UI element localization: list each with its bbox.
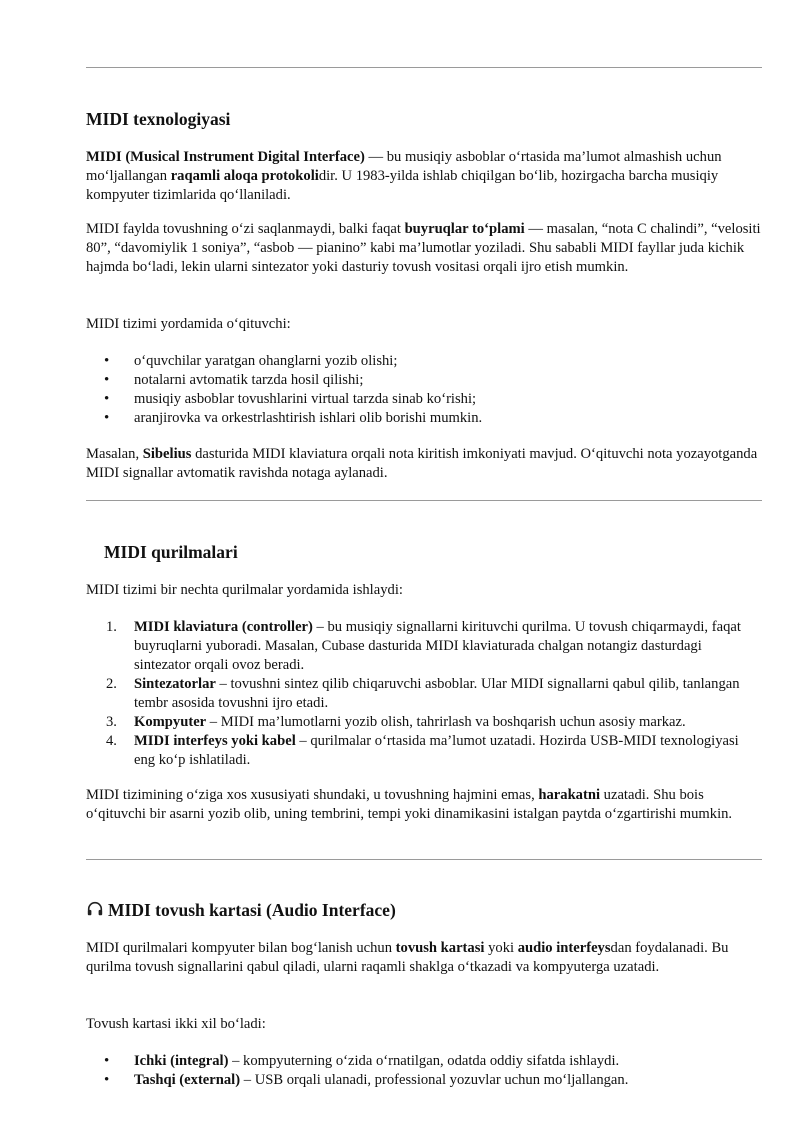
horizontal-rule [86, 67, 762, 68]
text-run: – bu musiqiy signallarni kirituvchi qurilma. U tovush chiqarmaydi, faqat buyruqlarni yuboradi. Masalan, Cubase dasturida MIDI klaviaturada chalgan notangiz dasturdagi sintezator orqali ovoz beradi. [134, 619, 741, 673]
list-item [86, 352, 762, 371]
text-run: – kompyuterning o‘zida o‘rnatilgan, odatda oddiy sifatda ishlaydi. [228, 1053, 620, 1069]
bullet-list [86, 1052, 762, 1090]
bold-text: tovush kartasi [395, 940, 485, 956]
text-run: Masalan, [86, 446, 143, 462]
bold-text: MIDI interfeys yoki kabel [134, 733, 296, 749]
bold-text: Tashqi (external) [134, 1072, 241, 1088]
paragraph [86, 786, 762, 824]
bold-text: Sibelius [142, 446, 192, 462]
list-item [86, 675, 762, 713]
numbered-list [86, 618, 762, 770]
bold-text: Kompyuter [134, 714, 207, 730]
text-run: Tovush kartasi ikki xil bo‘ladi: [86, 1016, 266, 1032]
list-item [86, 618, 762, 675]
text-run: dan foydalanadi. Bu qurilma tovush signallarini qabul qiladi, ularni raqamli shaklga o‘tkazadi va kompyuterga uzatadi. [86, 940, 729, 975]
bold-text: MIDI (Musical Instrument Digital Interface) [86, 149, 365, 165]
bold-text: Sintezatorlar [134, 676, 216, 692]
text-run: dasturida MIDI klaviatura orqali nota kiritish imkoniyati mavjud. O‘qituvchi nota yozayotganda MIDI signallar avtomatik ravishda notaga aylanadi. [86, 446, 758, 481]
horizontal-rule [86, 859, 762, 860]
bold-text: Ichki (integral) [134, 1053, 229, 1069]
section-heading [86, 899, 396, 921]
section-heading: MIDI texnologiyasi [86, 109, 231, 129]
section-heading-text: MIDI tovush kartasi (Audio Interface) [108, 900, 396, 920]
list-number: 1. [106, 619, 117, 635]
text-run: MIDI tizimi yordamida o‘qituvchi: [86, 316, 291, 332]
bold-text: buyruqlar to‘plami [404, 221, 525, 237]
text-run: — masalan, “nota C chalindi”, “velositi 80”, “davomiylik 1 soniya”, “asbob — pianino” kabi ma’lumotlar yoziladi. Shu sababli MIDI fayllar juda kichik hajmda bo‘ladi, lekin ularni sintezator yoki dasturiy tovush vositasi orqali ijro etish mumkin. [86, 221, 761, 275]
section-heading: MIDI qurilmalari [104, 542, 238, 562]
list-item [86, 390, 762, 409]
text-run: musiqiy asboblar tovushlarini virtual tarzda sinab ko‘rishi; [134, 391, 477, 407]
list-number: 2. [106, 676, 117, 692]
paragraph [86, 939, 762, 977]
text-run: uzatadi. Shu bois o‘qituvchi bir asarni yozib olib, uning tembrini, tempi yoki dinamikasini istalgan paytda o‘zgartirishi mumkin. [86, 787, 733, 822]
paragraph [86, 315, 762, 334]
bold-text: audio interfeys [517, 940, 611, 956]
list-number: 4. [106, 733, 117, 749]
text-run: MIDI tizimi bir nechta qurilmalar yordamida ishlaydi: [86, 582, 403, 598]
headphones-icon [86, 900, 104, 918]
list-item [86, 713, 762, 732]
list-number: 3. [106, 714, 117, 730]
bullet-list [86, 352, 762, 428]
bold-text: raqamli aloqa protokoli [170, 168, 319, 184]
text-run: – tovushni sintez qilib chiqaruvchi asboblar. Ular MIDI signallarni qabul qilib, tanlangan tembr asosida tovushni ijro etadi. [134, 676, 740, 711]
list-item [86, 371, 762, 390]
text-run: MIDI qurilmalari kompyuter bilan bog‘lanish uchun [86, 940, 396, 956]
paragraph [86, 220, 762, 277]
text-run: – USB orqali ulanadi, professional yozuvlar uchun mo‘ljallangan. [240, 1072, 629, 1088]
list-item [86, 1071, 762, 1090]
text-run: — bu musiqiy asboblar o‘rtasida ma’lumot almashish uchun mo‘ljallangan [86, 149, 722, 184]
paragraph [86, 581, 762, 600]
text-run: – qurilmalar o‘rtasida ma’lumot uzatadi. Hozirda USB-MIDI texnologiyasi eng ko‘p ishlatiladi. [134, 733, 739, 768]
text-run: MIDI tizimining o‘ziga xos xususiyati shundaki, u tovushning hajmini emas, [86, 787, 539, 803]
horizontal-rule [86, 500, 762, 501]
text-run: aranjirovka va orkestrlashtirish ishlari olib borishi mumkin. [134, 410, 483, 426]
paragraph [86, 148, 762, 205]
list-item [86, 1052, 762, 1071]
bold-text: harakatni [538, 787, 601, 803]
text-run: MIDI faylda tovushning o‘zi saqlanmaydi, balki faqat [86, 221, 405, 237]
text-run: – MIDI ma’lumotlarni yozib olish, tahrirlash va boshqarish uchun asosiy markaz. [206, 714, 686, 730]
bold-text: MIDI klaviatura (controller) [134, 619, 313, 635]
list-item [86, 732, 762, 770]
text-run: yoki [484, 940, 518, 956]
list-item [86, 409, 762, 428]
text-run: o‘quvchilar yaratgan ohanglarni yozib olishi; [134, 353, 398, 369]
text-run: dir. U 1983-yilda ishlab chiqilgan bo‘lib, hozirgacha barcha musiqiy kompyuter tizimlarida qo‘llaniladi. [86, 168, 719, 203]
paragraph [86, 445, 762, 483]
text-run: notalarni avtomatik tarzda hosil qilishi; [134, 372, 364, 388]
paragraph [86, 1015, 762, 1034]
